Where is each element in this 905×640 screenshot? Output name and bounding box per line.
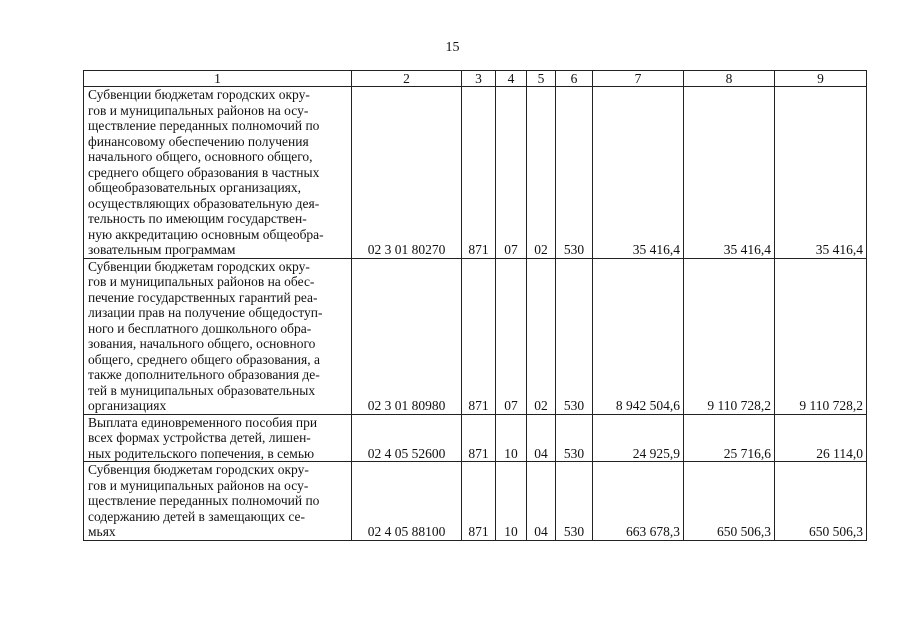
row-name-line: ществление переданных полномочий по [88,118,320,133]
row-name-line: ществление переданных полномочий по [88,493,320,508]
row-name-line: организациях [88,398,167,413]
row-name-line: Выплата единовременного пособия при [88,414,318,430]
budget-table [83,70,867,541]
row-name-line: гов и муниципальных районов на осу- [88,477,309,493]
amount-col8-cell: 35 416,4 [684,87,775,259]
amount-col7-cell: 8 942 504,6 [593,258,684,414]
table-row [84,414,867,462]
column-header: 7 [593,71,684,87]
column-number-row [84,71,867,87]
row-name-line: гов и муниципальных районов на осу- [88,102,309,118]
code-cell: 02 4 05 88100 [352,462,462,541]
row-name-line: финансовому обеспечению получения [88,133,309,149]
col5-cell: 02 [527,258,556,414]
row-name-line: общего, среднего общего образования, а [88,351,320,367]
row-name-cell [84,462,352,541]
row-name-line: гов и муниципальных районов на обес- [88,274,315,289]
table-body [84,87,867,541]
amount-col7-cell: 663 678,3 [593,462,684,541]
row-name-cell [84,414,352,462]
row-name-line: зования, начального общего, основного [88,336,316,351]
col4-cell: 07 [496,258,527,414]
row-name-line: лизации прав на получение общедоступ- [88,305,323,320]
code-cell: 02 3 01 80270 [352,87,462,259]
col3-cell: 871 [462,414,496,462]
row-name-line: Субвенция бюджетам городских окру- [88,462,309,477]
row-name-line: начального общего, основного общего, [88,149,313,164]
column-header: 2 [352,71,462,87]
col5-cell: 02 [527,87,556,259]
row-name-line: общеобразовательных организациях, [88,180,302,195]
amount-col8-cell: 9 110 728,2 [684,258,775,414]
col4-cell: 10 [496,462,527,541]
row-name-line: тельность по имеющим государствен- [88,211,307,226]
row-name-line: среднего общего образования в частных [88,164,320,180]
row-name-line: осуществляющих образовательную дея- [88,195,320,211]
column-header: 5 [527,71,556,87]
col3-cell: 871 [462,462,496,541]
col6-cell: 530 [556,414,593,462]
col6-cell: 530 [556,87,593,259]
table-row [84,462,867,541]
amount-col7-cell: 24 925,9 [593,414,684,462]
row-name-cell [84,258,352,414]
row-name-line: содержанию детей в замещающих се- [88,508,306,524]
row-name-line: Субвенции бюджетам городских окру- [88,258,310,274]
col6-cell: 530 [556,258,593,414]
row-name-line: печение государственных гарантий реа- [88,289,318,305]
amount-col9-cell: 9 110 728,2 [775,258,867,414]
col5-cell: 04 [527,414,556,462]
code-cell: 02 3 01 80980 [352,258,462,414]
row-name-line: всех формах устройства детей, лишен- [88,430,311,445]
column-header: 4 [496,71,527,87]
amount-col8-cell: 650 506,3 [684,462,775,541]
code-cell: 02 4 05 52600 [352,414,462,462]
column-header: 8 [684,71,775,87]
row-name-line: тей в муниципальных образовательных [88,382,316,398]
page-number: 15 [445,40,460,55]
table-row [84,258,867,414]
amount-col9-cell: 26 114,0 [775,414,867,462]
column-header: 1 [84,71,352,87]
col4-cell: 07 [496,87,527,259]
col4-cell: 10 [496,414,527,462]
col5-cell: 04 [527,462,556,541]
row-name-line: мьях [88,524,116,539]
row-name-cell [84,87,352,259]
column-header: 9 [775,71,867,87]
row-name-line: ную аккредитацию основным общеобра- [88,226,324,242]
amount-col8-cell: 25 716,6 [684,414,775,462]
row-name-line: зовательным программам [88,242,236,257]
table-row [84,87,867,259]
amount-col9-cell: 35 416,4 [775,87,867,259]
col6-cell: 530 [556,462,593,541]
row-name-line: ных родительского попечения, в семью [88,445,315,461]
row-name-line: ного и бесплатного дошкольного обра- [88,320,312,336]
row-name-line: также дополнительного образования де- [88,367,320,382]
column-header: 3 [462,71,496,87]
column-header: 6 [556,71,593,87]
row-name-line: Субвенции бюджетам городских окру- [88,87,310,102]
col3-cell: 871 [462,258,496,414]
amount-col7-cell: 35 416,4 [593,87,684,259]
col3-cell: 871 [462,87,496,259]
amount-col9-cell: 650 506,3 [775,462,867,541]
